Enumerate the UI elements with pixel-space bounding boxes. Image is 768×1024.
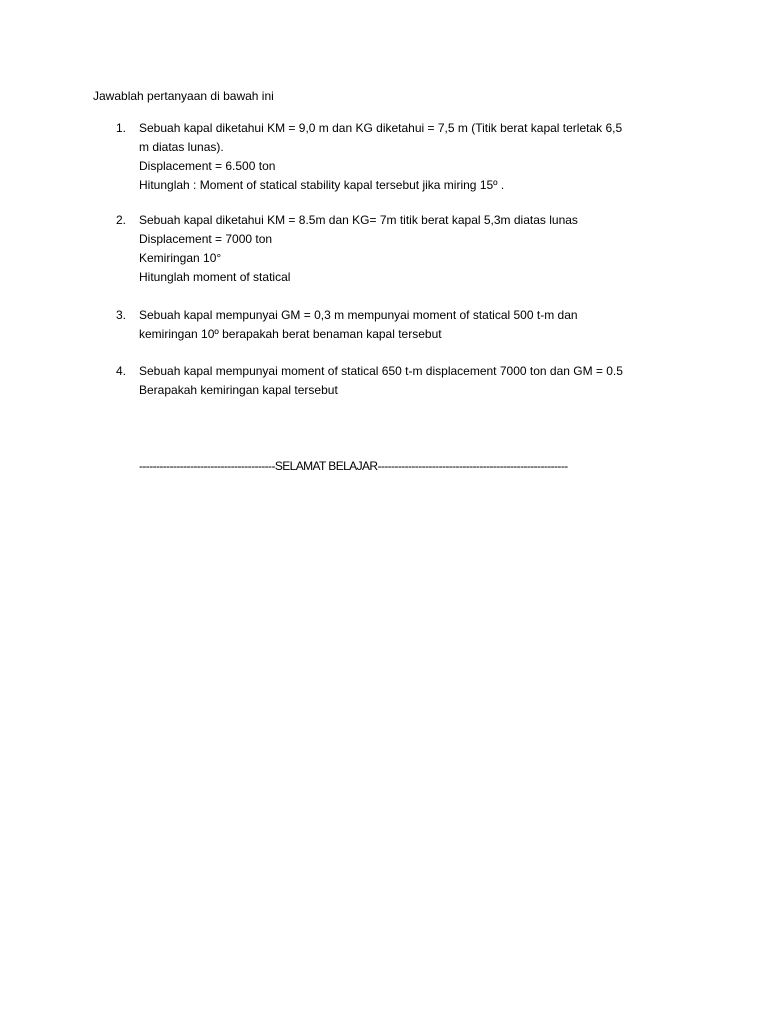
question-body	[139, 362, 669, 400]
question-line: Sebuah kapal mempunyai moment of statical 650 t-m displacement 7000 ton dan GM = 0.5	[139, 364, 623, 378]
closing-line: ----------------------------------------SELAMAT BELAJAR--------------------------------------------------------	[139, 459, 568, 473]
question-line: Berapakah kemiringan kapal tersebut	[139, 383, 338, 397]
question-number: 2.	[116, 213, 127, 227]
question-line: Hitunglah moment of statical	[139, 270, 291, 284]
question-body	[139, 306, 669, 344]
question-number: 4.	[116, 364, 127, 378]
question-line: Kemiringan 10°	[139, 251, 222, 265]
question-body	[139, 119, 669, 195]
question-number: 3.	[116, 308, 127, 322]
question-number: 1.	[116, 121, 127, 135]
question-line: Sebuah kapal mempunyai GM = 0,3 m mempunyai moment of statical 500 t-m dan	[139, 308, 578, 322]
question-body	[139, 211, 669, 287]
intro-text: Jawablah pertanyaan di bawah ini	[93, 89, 274, 103]
question-line: Displacement = 7000 ton	[139, 232, 273, 246]
question-line: Sebuah kapal diketahui KM = 9,0 m dan KG diketahui = 7,5 m (Titik berat kapal terletak 6,5	[139, 121, 623, 135]
question-line: Hitunglah : Moment of statical stability kapal tersebut jika miring 15º .	[139, 178, 505, 192]
question-line: kemiringan 10º berapakah berat benaman kapal tersebut	[139, 327, 442, 341]
question-line: m diatas lunas).	[139, 140, 224, 154]
question-line: Displacement = 6.500 ton	[139, 159, 276, 173]
question-line: Sebuah kapal diketahui KM = 8.5m dan KG= 7m titik berat kapal 5,3m diatas lunas	[139, 213, 578, 227]
